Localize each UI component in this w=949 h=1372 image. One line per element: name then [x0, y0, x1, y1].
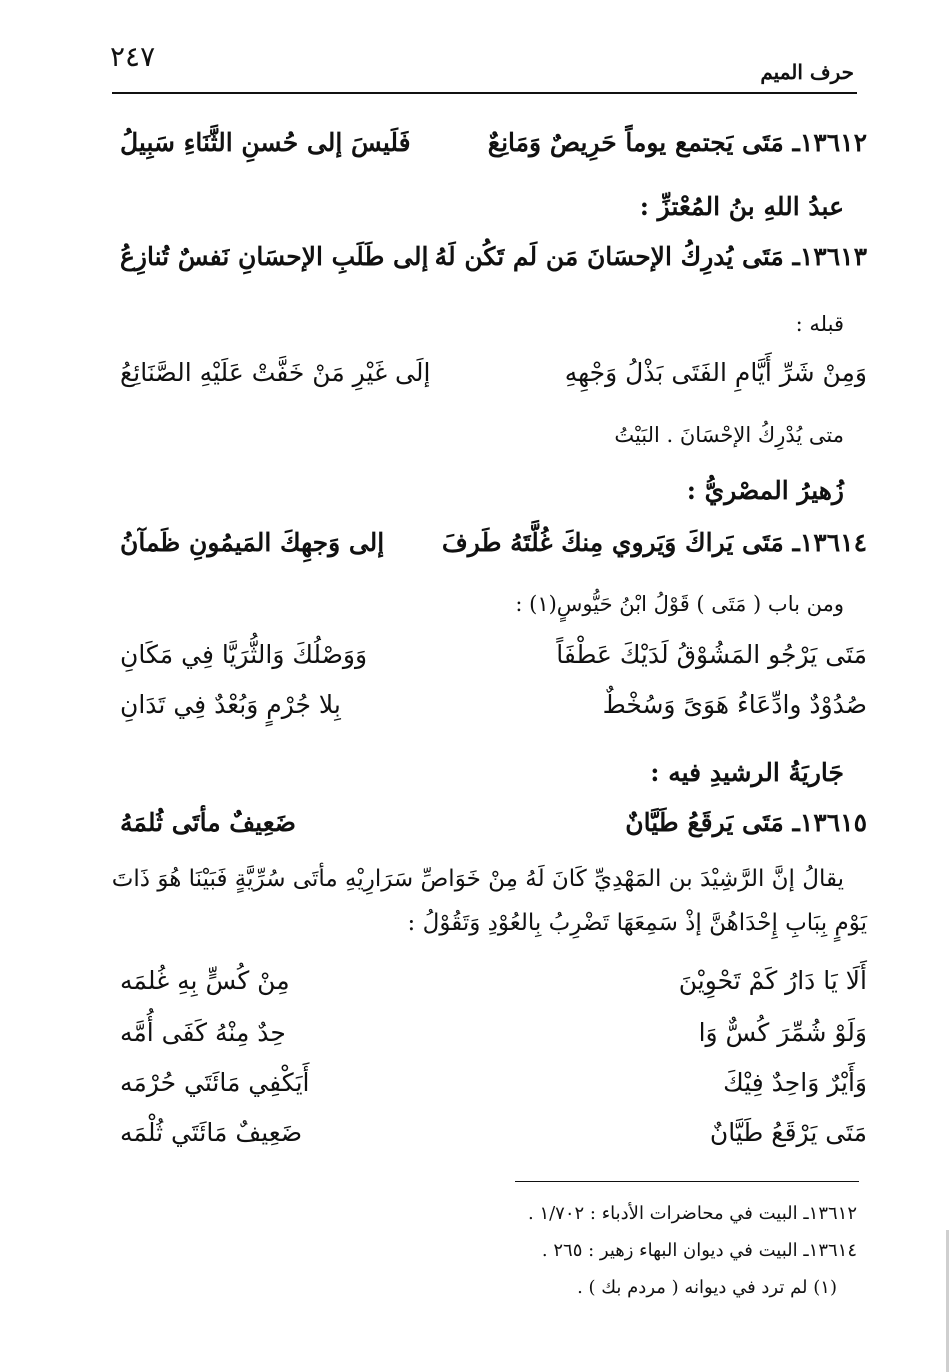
- bab-verse: [120, 640, 867, 684]
- hemistich-first: ١٣٦١٣ـ مَتَى يُدرِكُ الإحسَانَ مَن لَم تَكُن لَهُ: [434, 242, 867, 271]
- before-label: قبله :: [795, 312, 844, 336]
- before-tail: متى يُدْرِكُ الإحْسَانَ . البَيْتُ: [614, 423, 844, 447]
- hemistich-second: حِدٌ مِنْهُ كَفَى أُمَّه: [120, 1018, 286, 1047]
- prose-line: يقالُ إنَّ الرَّشِيْدَ بن المَهْدِيِّ كَانَ لَهُ مِنْ خَوَاصِّ سَرَارِيْهِ مأتَى سُرِّيَّةٍ فَبَيْنَا هُوَ ذَاتَ: [111, 866, 844, 892]
- song-verse: [120, 1068, 867, 1112]
- poet-heading: جَاريَةُ الرشيدِ فيه :: [650, 758, 844, 787]
- hemistich-second: إلَى غَيْرِ مَنْ خَفَّتْ عَلَيْهِ الصَّنَائِعُ: [120, 358, 431, 387]
- verse-13615: [120, 808, 867, 852]
- hemistich-first: وَلَوْ شُمِّرَ كُسٌّ وَا: [698, 1018, 867, 1047]
- hemistich-first: أَلَا يَا دَارُ كَمْ تَحْوِيْنَ: [678, 966, 867, 995]
- song-verse: [120, 1018, 867, 1062]
- hemistich-first: وَمِنْ شَرِّ أَيَّامِ الفَتَى بَذْلُ وَجْهِهِ: [564, 358, 867, 387]
- hemistich-second: إلى وَجهِكَ المَيمُونِ ظَمآنُ: [120, 528, 385, 557]
- footnote-rule: [515, 1181, 859, 1182]
- hemistich-first: مَتَى يَرْجُو المَشُوْقُ لَدَيْكَ عَطْفَاً: [556, 640, 867, 669]
- song-verse: [120, 1118, 867, 1162]
- hemistich-second: أَيَكْفِي مَائَتَي حُرْمَه: [120, 1068, 310, 1097]
- footnote: (١) لم ترد في ديوانه ( مردم بك ) .: [577, 1277, 837, 1298]
- hemistich-second: مِنْ كُسٍّ بِهِ غُلمَه: [120, 966, 290, 995]
- hemistich-first: ١٣٦١٥ـ مَتَى يَرقَعُ طَيَّانٌ: [625, 808, 867, 837]
- hemistich-second: فَلَيسَ إلى حُسنِ الثَّنَاءِ سَبِيلُ: [120, 128, 411, 157]
- hemistich-second: وَوَصْلُكَ وَالثُّرَيَّا فِي مَكَانِ: [120, 640, 368, 669]
- hemistich-first: ١٣٦١٤ـ مَتَى يَراكَ وَيَروي مِنكَ غُلَّتَهُ طَرفَ: [441, 528, 867, 557]
- hemistich-first: ١٣٦١٢ـ مَتَى يَجتمع يوماً حَرِيصٌ وَمَانِعٌ: [487, 128, 867, 157]
- header-rule: [112, 92, 857, 94]
- bab-line: ومن باب ( مَتَى ) قَوْلُ ابْنُ حَيُّوسٍ(١) :: [515, 592, 844, 616]
- hemistich-first: وَأَيْرٌ وَاحِدٌ فِيْكَ: [723, 1068, 867, 1097]
- footnote: ١٣٦١٢ـ البيت في محاضرات الأدباء : ١/٧٠٢ .: [528, 1203, 857, 1224]
- verse-13614: [120, 528, 867, 572]
- footnote: ١٣٦١٤ـ البيت في ديوان البهاء زهير : ٢٦٥ .: [541, 1240, 857, 1261]
- running-head: حرف الميم: [760, 60, 854, 84]
- hemistich-second: إلى طَلَبِ الإحسَانِ نَفسٌ تُنازِعُ: [120, 242, 429, 271]
- poet-heading: زُهيرُ المصْريُّ :: [686, 476, 844, 505]
- hemistich-second: ضَعِيفٌ مَائَتَي ثُلْمَه: [120, 1118, 303, 1147]
- verse-13613: [120, 242, 867, 286]
- hemistich-first: مَتَى يَرْقَعُ طَيَّانٌ: [709, 1118, 867, 1147]
- poet-heading: عبدُ اللهِ بنُ المُعْتزِّ :: [639, 192, 844, 221]
- before-verse: [120, 358, 867, 402]
- bab-verse: [120, 690, 867, 734]
- hemistich-second: ضَعِيفٌ مأتَى ثُلمَهُ: [120, 808, 297, 837]
- prose-line: يَوْمٍ بِبَابِ إِحْدَاهُنَّ إذْ سَمِعَهَا تَضْرِبُ بِالعُوْدِ وَتَقُوْلُ :: [407, 910, 867, 936]
- song-verse: [120, 966, 867, 1010]
- hemistich-first: صُدُوْدٌ وادِّعَاءُ هَوَىً وَسُخْطٌ: [602, 690, 867, 719]
- page-number: ٢٤٧: [110, 40, 156, 73]
- verse-13612: [120, 128, 867, 172]
- hemistich-second: بِلا جُرْمٍ وَبُعْدٌ فِي تَدَانِ: [120, 690, 341, 719]
